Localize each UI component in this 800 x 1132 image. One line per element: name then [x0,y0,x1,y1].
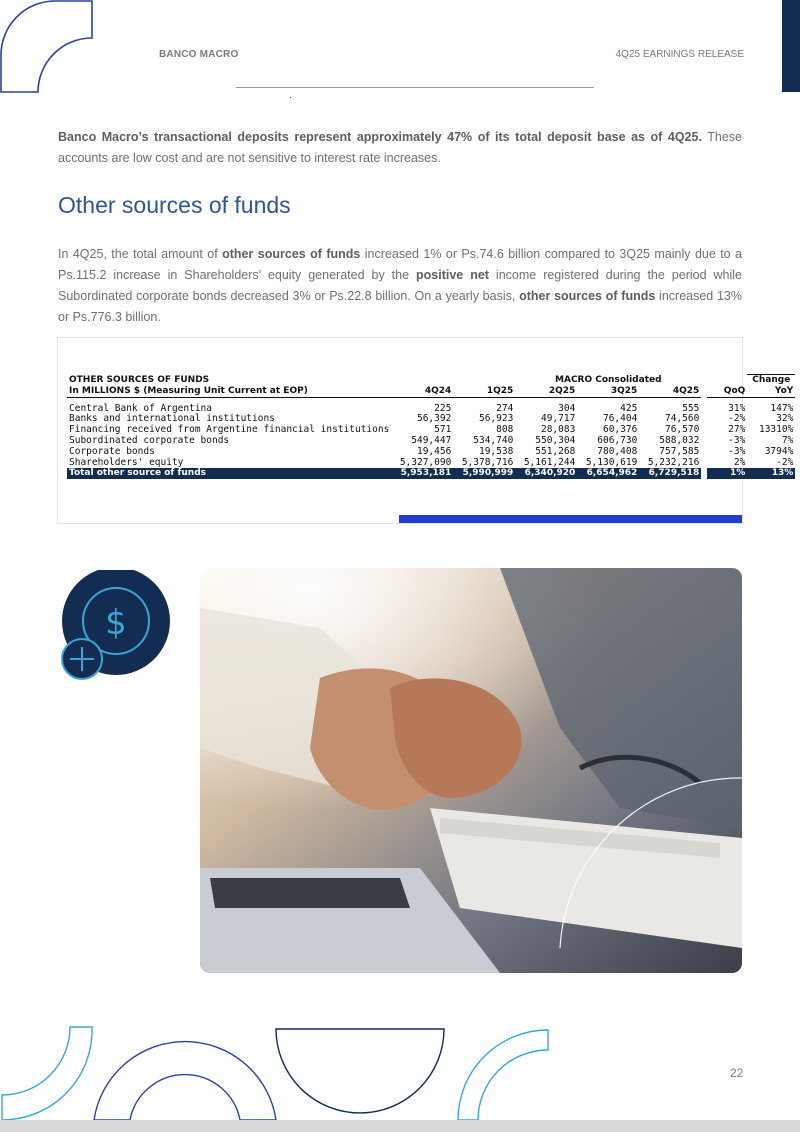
cell: 5,161,244 [523,456,576,468]
table-title-row [67,375,795,386]
total-label: Total other source of funds [67,468,391,479]
dollar-plus-icon [61,570,171,680]
row-label: Banks and international institutions [69,413,275,425]
body-text-2: increased 1% or Ps.74.6 billion compared to 3Q25 mainly due to a Ps.115.2 increase in Shareholders’ equity generated by the [58,247,743,282]
total-cell: 6,340,920 [515,468,577,479]
col-header: 4Q24 [391,386,453,397]
cell: 19,538 [478,445,514,457]
cell: 550,304 [535,434,576,446]
col-header: QoQ [707,386,747,397]
body-text-4: increased 13% or Ps.776.3 billion. [58,289,743,324]
cell: 5,327,090 [399,456,452,468]
col-header: 3Q25 [577,386,639,397]
cell: 757,585 [659,445,700,457]
cell: -2% [728,413,746,425]
col-header: 1Q25 [453,386,515,397]
footer-arc-decoration [0,1025,560,1125]
row-label: Corporate bonds [69,445,155,457]
cell: 425 [620,402,638,414]
cell: 304 [558,402,576,414]
cell: 74,560 [664,413,700,425]
table-accent-bar [399,515,742,523]
cell: 606,730 [597,434,638,446]
table-change-label: Change [747,375,795,386]
cell: -2% [776,456,794,468]
cell: 7% [781,434,794,446]
cell: 780,408 [597,445,638,457]
body-text-1: In 4Q25, the total amount of [58,247,223,261]
intro-paragraph [58,127,742,169]
cell: 571 [434,424,452,436]
cell: 13310% [758,424,794,436]
total-cell: 13% [747,468,795,479]
body-bold-2: positive net [416,268,489,282]
row-label: Shareholders' equity [69,456,184,468]
cell: 225 [434,402,452,414]
table-title: OTHER SOURCES OF FUNDS [69,374,210,385]
body-text-3: income registered during the period while Subordinated corporate bonds decreased 3% or Ps.22.8 billion. On a yearly basis, [58,268,742,303]
cell: 5,232,216 [647,456,700,468]
row-label: Central Bank of Argentina [69,402,212,414]
section-title: Other sources of funds [58,192,291,218]
row-label: Subordinated corporate bonds [69,434,230,446]
header-dot [290,97,291,98]
footer-band [0,1120,800,1132]
table-row [67,447,795,458]
report-title: 4Q25 EARNINGS RELEASE [615,49,744,60]
page-number: 22 [730,1066,744,1080]
cell: 5,378,716 [461,456,514,468]
cell: 808 [496,424,514,436]
cell: 555 [682,402,700,414]
cell: 76,570 [664,424,700,436]
table-header-row [67,386,795,397]
body-paragraph [58,244,742,328]
table-row [67,458,795,469]
table-total-row [67,468,795,479]
total-cell: 5,990,999 [453,468,515,479]
cell: 549,447 [411,434,452,446]
cell: -3% [728,445,746,457]
table-unit-label: In MILLIONS $ (Measuring Unit Current at EOP) [67,386,391,397]
cell: 60,376 [602,424,638,436]
cell: 2% [733,456,746,468]
cell: 5,130,619 [585,456,638,468]
cell: 56,923 [478,413,514,425]
cell: 588,032 [659,434,700,446]
body-bold-3: other sources of funds [519,289,656,303]
cell: 147% [770,402,794,414]
col-header: 2Q25 [515,386,577,397]
handshake-photo [200,568,742,973]
row-label: Financing received from Argentine financial institutions [69,424,390,436]
header-divider [236,87,594,88]
cell: 76,404 [602,413,638,425]
svg-text:$: $ [105,603,127,643]
header-arc-decoration [0,0,100,100]
cell: 27% [728,424,746,436]
cell: 28,083 [540,424,576,436]
cell: 32% [776,413,794,425]
cell: 534,740 [473,434,514,446]
funds-table [67,374,795,479]
intro-bold: Banco Macro’s transactional deposits represent approximately 47% of its total deposit base as of 4Q25. [58,130,702,144]
col-header: YoY [747,386,795,397]
header-blue-tab [782,0,800,92]
cell: 31% [728,402,746,414]
intro-rest: These accounts are low cost and are not sensitive to interest rate increases. [58,130,742,165]
cell: 3794% [764,445,794,457]
cell: 56,392 [416,413,452,425]
total-cell: 5,953,181 [391,468,453,479]
total-cell: 1% [707,468,747,479]
col-header: 4Q25 [639,386,701,397]
cell: 49,717 [540,413,576,425]
body-bold-1: other sources of funds [222,247,361,261]
total-cell: 6,654,962 [577,468,639,479]
cell: 551,268 [535,445,576,457]
company-name: BANCO MACRO [159,49,239,60]
cell: 274 [496,402,514,414]
table-group-label: MACRO Consolidated [555,374,662,385]
cell: -3% [728,434,746,446]
cell: 19,456 [416,445,452,457]
total-cell: 6,729,518 [639,468,701,479]
